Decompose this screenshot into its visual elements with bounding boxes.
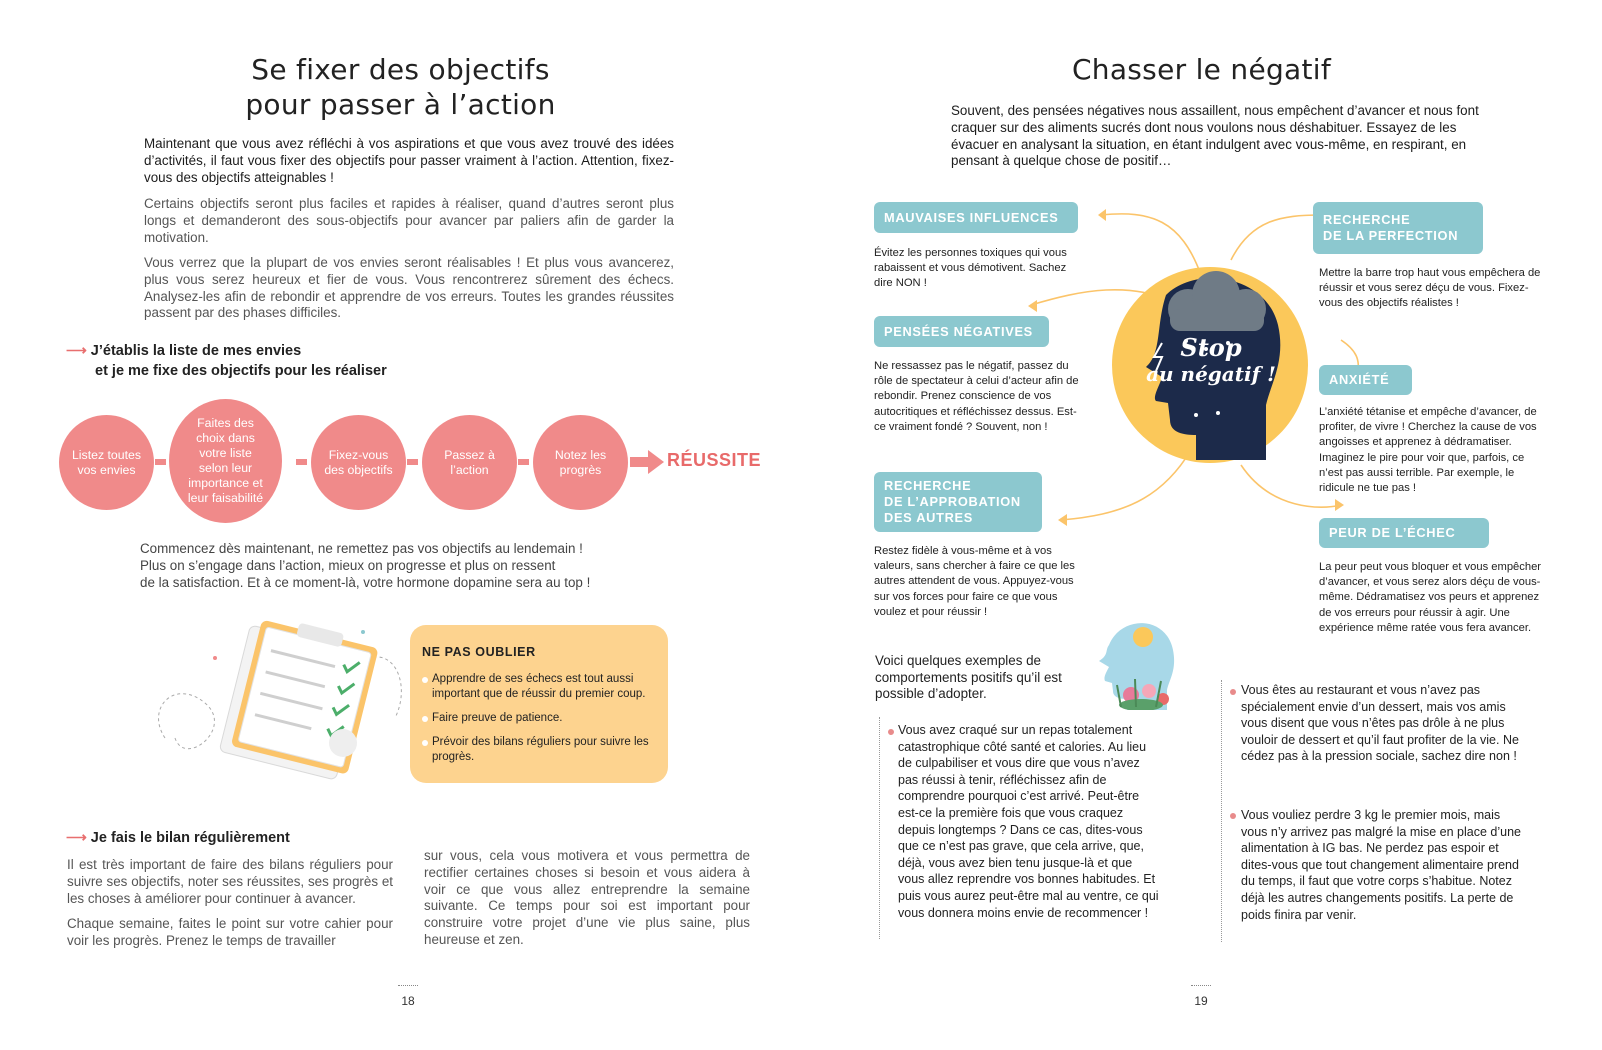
bullet-dot: [888, 729, 894, 735]
note-item: Faire preuve de patience.: [422, 711, 660, 726]
step-connector: [407, 459, 418, 465]
arrow-right-icon: [630, 450, 664, 474]
step-circle-3: Fixez-vous des objectifs: [311, 415, 406, 510]
step-circle-5: Notez les progrès: [533, 415, 628, 510]
note-title: NE PAS OUBLIER: [422, 645, 536, 659]
commencez-paragraph: Commencez dès maintenant, ne remettez pas vos objectifs au lendemain ! Plus on s’engage dans l’action, mieux on progresse et plus on ressent de la satisfaction. Et à ce moment-là, votre hormone dopamine sera au top !: [140, 541, 591, 590]
step-connector: [155, 459, 166, 465]
bullet-dot: [1230, 689, 1236, 695]
tag-anxiete: ANXIÉTÉ: [1319, 365, 1412, 395]
paragraph-1: Certains objectifs seront plus faciles et rapides à réaliser, quand d’autres seront plus longs et demanderont des sous-objectifs pour avancer par paliers afin de garder la motivation.: [144, 196, 674, 245]
bilan-col2: sur vous, cela vous motivera et vous permettra de rectifier certaines choses si besoin et vous aidera à voir ce que vous allez entreprendre la semaine suivante. Ce temps pour soi est important pour construire votre projet d’une vie plus saine, plus heureuse et zen.: [424, 848, 750, 947]
title-line-2: pour passer à l’action: [245, 88, 556, 121]
example-1: Vous avez craqué sur un repas totalement catastrophique côté santé et calories. Au lieu de culpabiliser et vous dire que vous n’avez pas réussi à tenir, réfléchissez afin de comprendre pourquoi c’est arrivé. Peut-être est-ce la première fois que vous craquez depuis longtemps ? Dans ce cas, dites-vous que ce n’est pas grave, que cela arrive, que, déjà, vous avez bien tenu jusque-là et que vous allez reprendre vos bonnes habitudes. Et puis vous aurez peut-être mal au ventre, ce qui vous donnera moins envie de recommencer !: [898, 723, 1159, 920]
step-circle-4: Passez à l’action: [422, 415, 517, 510]
divider: [879, 717, 880, 939]
text-anxiete: L’anxiété tétanise et empêche d’avancer, de profiter, de vivre ! Cherchez la cause de vos angoisses et apprenez à dédramatiser. Imaginez le pire pour voir que, parfois, ce n’est pas aussi terrible. Par exemple, le ridicule ne tue pas !: [1319, 406, 1537, 495]
text-peur-echec: La peur peut vous bloquer et vous empêcher d’avancer, et vous serez alors déçu de vous-même. Dédramatisez vos peurs et apprenez de vos erreurs pour réussir à agir. Une expérience même ratée vous fera avancer.: [1319, 561, 1542, 634]
tag-pensees-negatives: PENSÉES NÉGATIVES: [874, 316, 1049, 347]
positive-head-icon: [1091, 615, 1181, 710]
arrow-right-icon: ⟶: [66, 343, 87, 359]
divider: [1221, 680, 1222, 942]
page-title-left: [0, 52, 801, 122]
heading-bilan: ⟶ Je fais le bilan régulièrement: [66, 830, 290, 846]
bilan-col1-p1: Il est très important de faire des bilans réguliers pour suivre ses objectifs, noter ses réussites, ses progrès et les choses à améliorer pour continuer à avancer.: [67, 857, 393, 906]
intro-paragraph-right: Souvent, des pensées négatives nous assaillent, nous empêchent d’avancer et nous font craquer sur des aliments sucrés dont nous voulons nous déshabituer. Essayez de les évacuer en analysant la situation, en étant indulgent avec vous-même, en respirant, en pensant à quelque chose de positif…: [951, 103, 1479, 169]
note-item: Apprendre de ses échecs est tout aussi important que de réussir du premier coup.: [422, 672, 660, 702]
bullet-dot: [1230, 813, 1236, 819]
page-title-right: Chasser le négatif: [1071, 53, 1332, 86]
example-3: Vous vouliez perdre 3 kg le premier mois, mais vous n’y arrivez pas malgré la mise en place d’une alimentation à IG bas. Ne perdez pas espoir et dites-vous que tout changement alimentaire prend du temps, il faut que votre corps s’habitue. Notez déjà les autres changements positifs. La perte de poids finira par venir.: [1241, 808, 1521, 922]
clipboard-checklist-icon: [145, 618, 415, 788]
arrow-right-icon: ⟶: [66, 830, 87, 846]
paragraph-2: Vous verrez que la plupart de vos envies seront réalisables ! Et plus vous avancerez, plus vous serez heureux et fier de vous. Vous rencontrerez sûrement des échecs. Analysez-les afin de rebondir et apprendre de vos erreurs. Toutes les grandes réussites passent par des phases difficiles.: [144, 255, 674, 321]
title-line-1: Se fixer des objectifs: [251, 53, 550, 86]
note-item: Prévoir des bilans réguliers pour suivre les progrès.: [422, 735, 660, 765]
text-recherche-approbation: Restez fidèle à vous-même et à vos valeurs, sans chercher à faire ce que les autres attendent de vous. Appuyez-vous sur vos forces pour faire ce que vous voulez et pour réussir !: [874, 545, 1075, 618]
text-recherche-perfection: Mettre la barre trop haut vous empêchera de réussir et vous serez déçu de vous. Fixez-vous des objectifs réalistes !: [1319, 267, 1541, 310]
tag-mauvaises-influences: MAUVAISES INFLUENCES: [874, 202, 1078, 233]
text-pensees-negatives: Ne ressassez pas le négatif, passez du rôle de spectateur à celui d’acteur afin de rebondir. Prenez conscience de vos autocritiques et réfléchissez dessus. Est-ce vraiment fondé ? Souvent, non !: [874, 360, 1079, 433]
reussite-label: RÉUSSITE: [667, 450, 762, 470]
intro-paragraph: Maintenant que vous avez réfléchi à vos aspirations et que vous avez trouvé des idées d’activités, il faut vous fixer des objectifs pour passer vraiment à l’action. Attention, fixez-vous des objectifs atteignables !: [144, 136, 674, 185]
step-circle-2: Faites des choix dans votre liste selon leur importance et leur faisabilité: [169, 399, 282, 523]
text-mauvaises-influences: Évitez les personnes toxiques qui vous rabaissent et vous démotivent. Sachez dire NON !: [874, 247, 1067, 290]
stop-negatif-label: Stop au négatif !: [1146, 333, 1276, 386]
example-2: Vous êtes au restaurant et vous n’avez pas spécialement envie d’un dessert, mais vos amis vous disent que vous n’êtes pas drôle à ne plus vouloir de dessert et qu’il faut profiter de la vie. Ne cédez pas à la pression sociale, sachez dire non !: [1241, 683, 1519, 764]
tag-peur-echec: PEUR DE L’ÉCHEC: [1319, 518, 1489, 548]
step-circle-1: Listez toutes vos envies: [59, 415, 154, 510]
page-number-left: 18: [388, 994, 428, 1008]
bilan-col1-p2: Chaque semaine, faites le point sur votre cahier pour voir les progrès. Prenez le temps de travailler: [67, 916, 393, 948]
tag-recherche-approbation: RECHERCHE DE L’APPROBATION DES AUTRES: [874, 472, 1042, 532]
right-page: [801, 0, 1602, 1050]
step-connector: [296, 459, 307, 465]
note-list: [422, 672, 660, 765]
page-number-right: 19: [1181, 994, 1221, 1008]
note-box: [410, 625, 668, 783]
examples-intro: Voici quelques exemples de comportements positifs qu’il est possible d’adopter.: [875, 653, 1062, 702]
step-connector: [518, 459, 529, 465]
tag-recherche-perfection: RECHERCHE DE LA PERFECTION: [1313, 202, 1483, 254]
heading-envies: ⟶ J’établis la liste de mes envies et je me fixe des objectifs pour les réaliser: [66, 343, 387, 379]
